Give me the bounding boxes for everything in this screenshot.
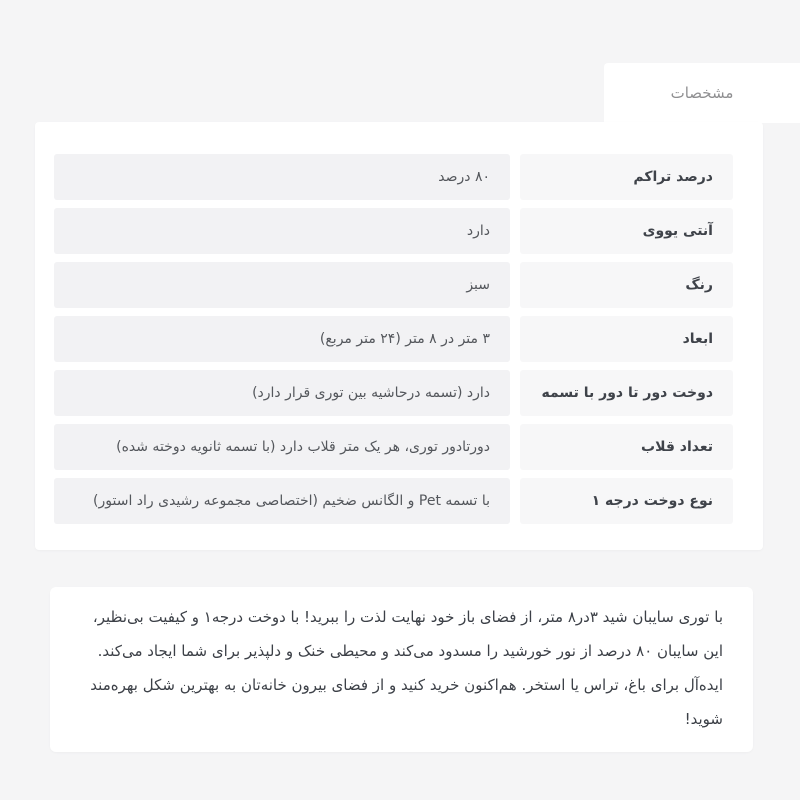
spec-row-stitch-type [54,478,733,524]
spec-value: دارد (تسمه درحاشیه بین توری قرار دارد) [54,370,510,416]
spec-label: رنگ [520,262,733,308]
spec-label: آنتی یووی [520,208,733,254]
spec-row-dimensions [54,316,733,362]
spec-label: ابعاد [520,316,733,362]
tab-specifications-label: مشخصات [670,84,734,102]
spec-value: سبز [54,262,510,308]
spec-value: دارد [54,208,510,254]
spec-label: نوع دوخت درجه ۱ [520,478,733,524]
spec-row-density [54,154,733,200]
spec-label: درصد تراکم [520,154,733,200]
spec-value: ۸۰ درصد [54,154,510,200]
tab-specifications[interactable] [604,63,800,123]
spec-row-color [54,262,733,308]
spec-row-stitching-strap [54,370,733,416]
spec-value: دورتادور توری، هر یک متر قلاب دارد (با تسمه ثانویه دوخته شده) [54,424,510,470]
product-description: با توری سایبان شید ۳در۸ متر، از فضای باز خود نهایت لذت را ببرید! با دوخت درجه۱ و کیفیت بی‌نظیر، این سایبان ۸۰ درصد از نور خورشید را مسدود می‌کند و محیطی خنک و دلپذیر برای شما ایجاد می‌کند. ایده‌آل برای باغ، تراس یا استخر. هم‌اکنون خرید کنید و از فضای بیرون خانه‌تان به بهترین شکل بهره‌مند شوید! [90,608,723,728]
spec-row-anti-uv [54,208,733,254]
spec-label: تعداد قلاب [520,424,733,470]
specifications-card [35,122,763,550]
description-card [50,587,753,752]
spec-value: با تسمه Pet و الگانس ضخیم (اختصاصی مجموعه رشیدی راد استور) [54,478,510,524]
spec-label: دوخت دور تا دور با تسمه [520,370,733,416]
spec-value: ۳ متر در ۸ متر (۲۴ متر مربع) [54,316,510,362]
spec-row-hook-count [54,424,733,470]
